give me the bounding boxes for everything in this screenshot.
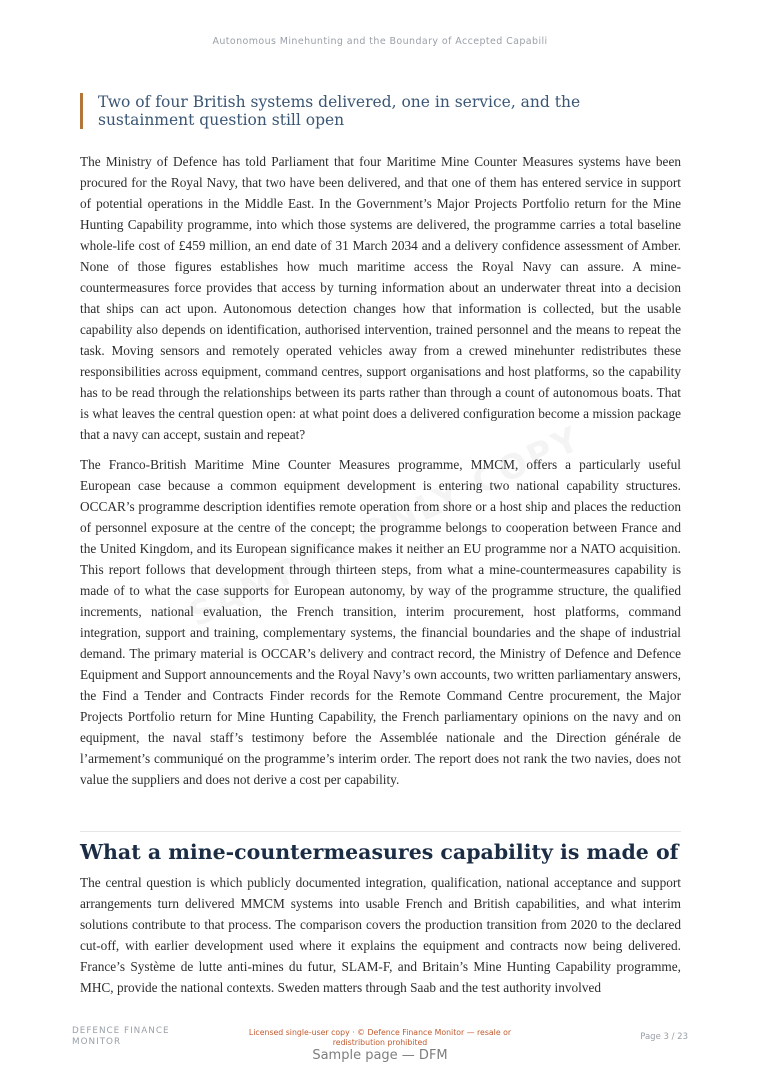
pullquote: Two of four British systems delivered, one in service, and the sustainment question still open xyxy=(80,93,680,129)
footer-license-notice: Licensed single-user copy · © Defence Finance Monitor — resale or redistribution prohibited xyxy=(248,1028,512,1047)
sample-page-label: Sample page — DFM xyxy=(312,1048,448,1063)
section-divider xyxy=(80,831,681,832)
page-number: Page 3 / 23 xyxy=(640,1032,688,1042)
footer-brand: DEFENCE FINANCE MONITOR xyxy=(72,1026,170,1047)
body-paragraph: The Franco-British Maritime Mine Counter Measures programme, MMCM, offers a particularly useful European case because a common equipment development is entering two national capability structures. OCCAR’s programme description identifies remote operation from shore or a host ship and places the reduction of personnel exposure at the centre of the concept; the programme belongs to cooperation between France and the United Kingdom, and its European significance makes it neither an EU programme nor a NATO acquisition. This report follows that development through thirteen steps, from what a mine-countermeasures capability is made of to what the case supports for European autonomy, by way of the programme structure, the qualified increments, national evaluation, the French transition, interim procurement, host platforms, command integration, support and training, complementary systems, the financial boundaries and the shape of industrial demand. The primary material is OCCAR’s delivery and contract record, the Ministry of Defence and Defence Equipment and Support announcements and the Royal Navy’s own accounts, two written parliamentary answers, the Find a Tender and Contracts Finder records for the Remote Command Centre procurement, the Major Projects Portfolio return for Mine Hunting Capability, the French parliamentary opinions on the navy and on equipment, the naval staff’s testimony before the Assemblée nationale and the Direction générale de l’armement’s communiqué on the programme’s interim order. The report does not rank the two navies, does not value the suppliers and does not derive a cost per capability. xyxy=(80,457,681,787)
body-paragraph: The Ministry of Defence has told Parliament that four Maritime Mine Counter Measures systems have been procured for the Royal Navy, that two have been delivered, and that one of them has entered service in support of potential operations in the Middle East. In the Government’s Major Projects Portfolio return for the Mine Hunting Capability programme, into which those systems are delivered, the programme carries a total baseline whole-life cost of £459 million, an end date of 31 March 2034 and a delivery confidence assessment of Amber. None of those figures establishes how much maritime access the Royal Navy can assure. A mine-countermeasures force provides that access by turning information about an underwater threat into a decision that ships can act upon. Autonomous detection changes how that information is collected, but the usable capability also depends on identification, authorised intervention, trained personnel and the means to repeat the task. Moving sensors and remotely operated vehicles away from a crewed minehunter redistributes these responsibilities across equipment, command centres, support organisations and host platforms, so the capability has to be read through the relationships between its parts rather than through a count of autonomous boats. That is what leaves the central question open: at what point does a delivered configuration become a mission package that a navy can accept, sustain and repeat? xyxy=(80,154,681,442)
running-header: Autonomous Minehunting and the Boundary of Accepted Capabili xyxy=(212,36,548,47)
section-heading: What a mine-countermeasures capability is made of xyxy=(80,840,679,864)
body-paragraph: The central question is which publicly documented integration, qualification, national acceptance and support arrangements turn delivered MMCM systems into usable French and British capabilities, and what interim solutions contribute to that process. The comparison covers the production transition from 2020 to the declared cut-off, with earlier development used where it explains the equipment and contracts now being delivered. France’s Système de lutte anti-mines du futur, SLAM-F, and Britain’s Mine Hunting Capability programme, MHC, provide the national contexts. Sweden matters through Saab and the test authority involved xyxy=(80,875,681,995)
